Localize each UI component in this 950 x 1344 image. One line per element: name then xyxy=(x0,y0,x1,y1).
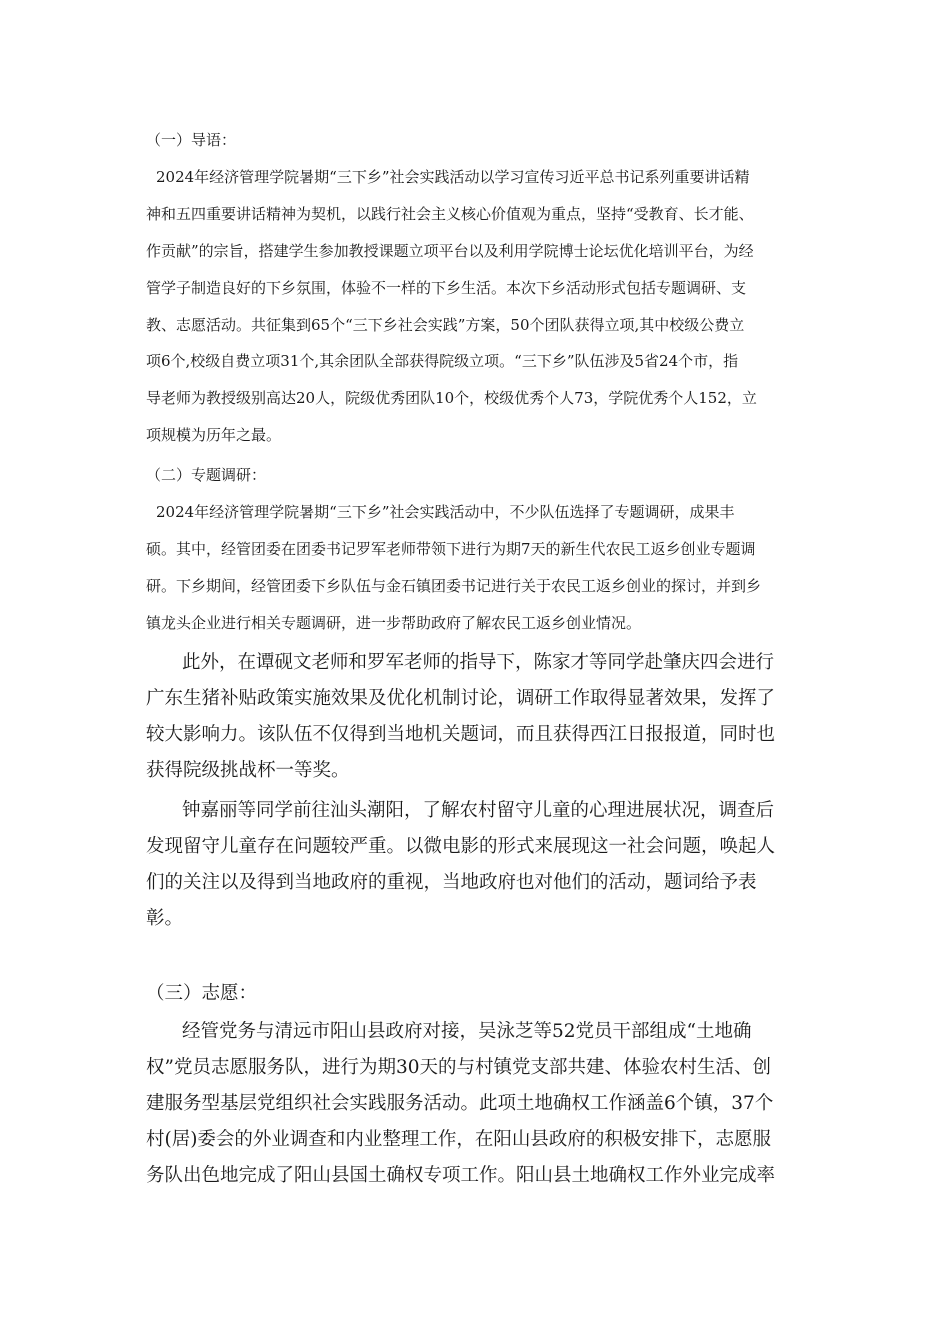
section2-para2-line: 获得院级挑战杯一等奖。 xyxy=(146,760,350,781)
section1-line: 项6个,校级自费立项31个,其余团队全部获得院级立项。“三下乡”队伍涉及5省24个市，指 xyxy=(146,352,739,370)
section3-line: 村(居)委会的外业调查和内业整理工作，在阳山县政府的积极安排下，志愿服 xyxy=(146,1129,771,1150)
section2-para3-line: 发现留守儿童存在问题较严重。以微电影的形式来展现这一社会问题，唤起人 xyxy=(146,836,776,857)
section2-para1-line: 2024年经济管理学院暑期“三下乡”社会实践活动中，不少队伍选择了专题调研，成果丰 xyxy=(156,503,735,521)
section2-para2-line: 广东生猪补贴政策实施效果及优化机制讨论，调研工作取得显著效果，发挥了 xyxy=(146,688,776,709)
section3-line: 经管党务与清远市阳山县政府对接，吴泳芝等52党员干部组成“土地确 xyxy=(182,1021,752,1042)
section3-line: 务队出色地完成了阳山县国土确权专项工作。阳山县土地确权工作外业完成率 xyxy=(146,1165,776,1186)
section2-para1-line: 硕。其中，经管团委在团委书记罗军老师带领下进行为期7天的新生代农民工返乡创业专题调 xyxy=(146,540,756,558)
section1-line: 2024年经济管理学院暑期“三下乡”社会实践活动以学习宣传习近平总书记系列重要讲话精 xyxy=(156,168,750,186)
section2-para2-line: 此外，在谭砚文老师和罗军老师的指导下，陈家才等同学赴肇庆四会进行 xyxy=(182,652,775,673)
section2-heading: （二）专题调研： xyxy=(146,466,267,484)
section1-line: 教、志愿活动。共征集到65个“三下乡社会实践”方案，50个团队获得立项,其中校级公费立 xyxy=(146,316,745,334)
section1-line: 神和五四重要讲话精神为契机，以践行社会主义核心价值观为重点，坚持“受教育、长才能、 xyxy=(146,205,754,223)
section1-heading: （一）导语： xyxy=(146,131,237,149)
section2-para3-line: 钟嘉丽等同学前往汕头潮阳，了解农村留守儿童的心理进展状况，调查后 xyxy=(182,800,775,821)
section2-para3-line: 们的关注以及得到当地政府的重视，当地政府也对他们的活动，题词给予表 xyxy=(146,872,757,893)
section1-line: 管学子制造良好的下乡氛围，体验不一样的下乡生活。本次下乡活动形式包括专题调研、支 xyxy=(146,279,747,297)
section2-para1-line: 镇龙头企业进行相关专题调研，进一步帮助政府了解农民工返乡创业情况。 xyxy=(146,614,642,632)
section1-line: 导老师为教授级别高达20人，院级优秀团队10个，校级优秀个人73，学院优秀个人152，立 xyxy=(146,389,757,407)
section3-heading: （三）志愿： xyxy=(146,983,258,1004)
section3-line: 权”党员志愿服务队，进行为期30天的与村镇党支部共建、体验农村生活、创 xyxy=(146,1057,772,1078)
section1-line: 作贡献”的宗旨，搭建学生参加教授课题立项平台以及利用学院博士论坛优化培训平台，为经 xyxy=(146,242,754,260)
section2-para1-line: 研。下乡期间，经管团委下乡队伍与金石镇团委书记进行关于农民工返乡创业的探讨，并到乡 xyxy=(146,577,762,595)
section3-line: 建服务型基层党组织社会实践服务活动。此项土地确权工作涵盖6个镇，37个 xyxy=(146,1093,774,1114)
section1-line: 项规模为历年之最。 xyxy=(146,426,282,444)
section2-para3-line: 彰。 xyxy=(146,908,184,929)
section2-para2-line: 较大影响力。该队伍不仅得到当地机关题词，而且获得西江日报报道，同时也 xyxy=(146,724,776,745)
